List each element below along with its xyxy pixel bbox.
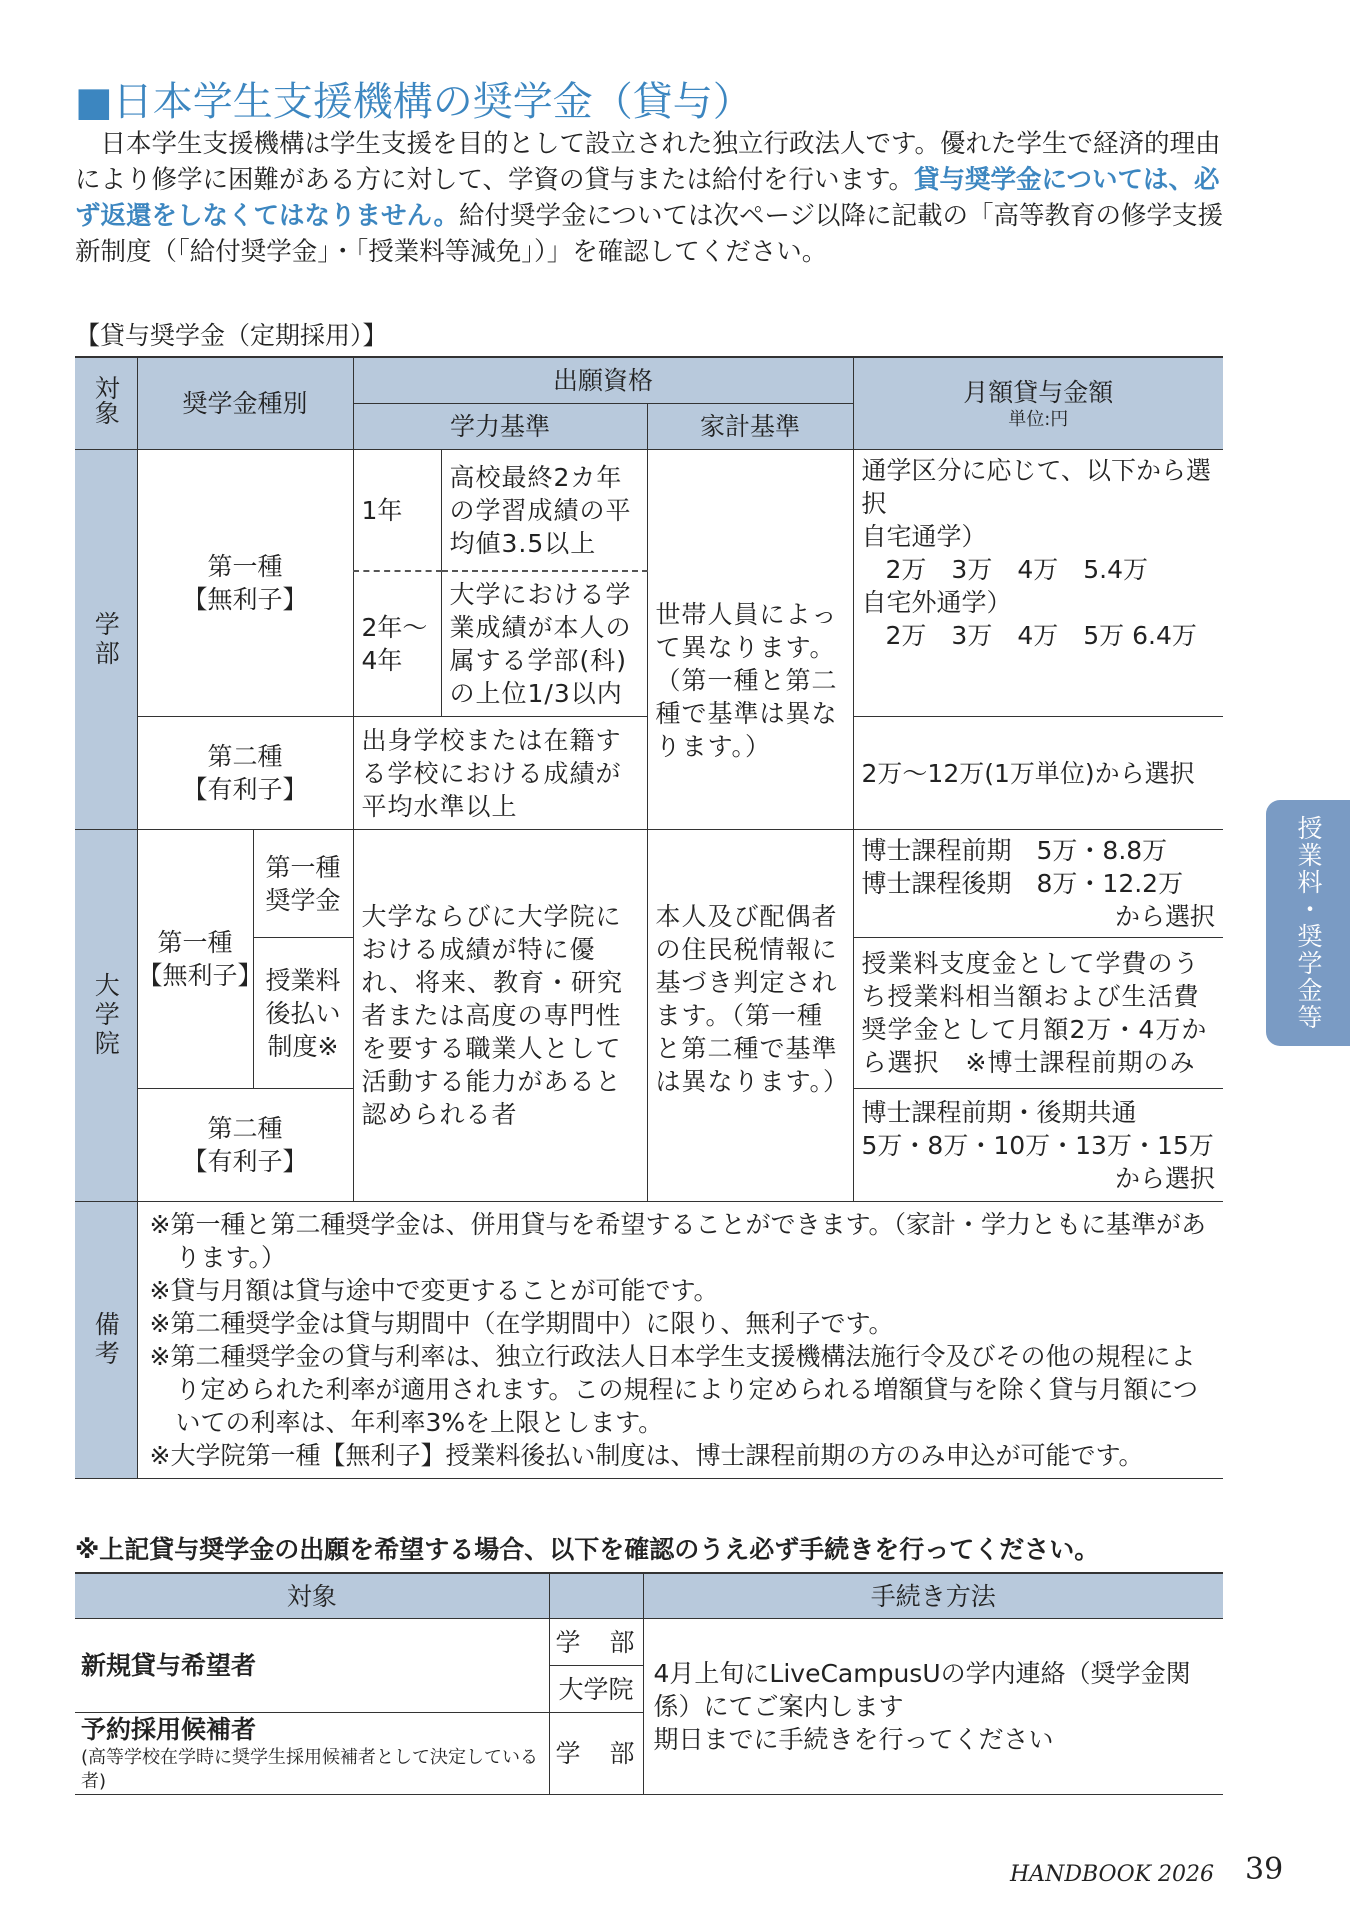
undergrad-year1-criteria: 高校最終2カ年の学習成績の平均値3.5以上 — [441, 450, 647, 572]
header-monthly: 月額貸与金額 単位:円 — [853, 357, 1223, 450]
grad-type2: 第二種 【有利子】 — [137, 1089, 353, 1202]
intro-text-1: 日本学生支援機構は学生支援を目的として設立された独立行政法人です。優れた学生で経済的理由により修学に困難がある方に対して、学資の貸与または給付を行います。 — [75, 129, 1221, 195]
target-grad: 大学院 — [75, 830, 137, 1202]
undergrad-year2: 2年～4年 — [353, 571, 441, 717]
undergrad-type2: 第二種 【有利子】 — [137, 717, 353, 830]
grad-type1: 第一種 【無利子】 — [137, 830, 253, 1089]
proc-row1-dept-a: 学 部 — [549, 1619, 643, 1666]
loan-scholarship-table — [75, 356, 1223, 1479]
procedure-warning: ※上記貸与奨学金の出願を希望する場合、以下を確認のうえ必ず手続きを行ってください。 — [75, 1535, 1100, 1564]
table-caption: 【貸与奨学金（定期採用）】 — [75, 321, 388, 350]
grad-amount-sub1: 博士課程前期 5万・8.8万 博士課程後期 8万・12.2万 から選択 — [853, 830, 1223, 938]
undergrad-household: 世帯人員によって異なります。（第一種と第二種で基準は異なります。） — [647, 450, 853, 830]
proc-row2-target: 予約採用候補者 (高等学校在学時に奨学生採用候補者として決定している者) — [75, 1713, 549, 1795]
proc-header-blank — [549, 1573, 643, 1619]
note-item: ※第二種奨学金は貸与期間中（在学期間中）に限り、無利子です。 — [149, 1309, 894, 1338]
undergrad-year2-criteria: 大学における学業成績が本人の属する学部(科)の上位1/3以内 — [441, 571, 647, 717]
undergrad-amount2: 2万～12万(1万単位)から選択 — [853, 717, 1223, 830]
page-number: 39 — [1245, 1852, 1284, 1887]
proc-header-target: 対象 — [75, 1573, 549, 1619]
intro-highlight: 貸与奨学金については、必ず返還をしなくてはなりません。 — [75, 165, 1220, 231]
header-unit: 単位:円 — [1008, 409, 1069, 430]
proc-row2-dept: 学 部 — [549, 1713, 643, 1795]
note-item: ※第二種奨学金の貸与利率は、独立行政法人日本学生支援機構法施行令及びその他の規程により定められた利率が適用されます。この規程により定められる増額貸与を除く貸与月額についての利率は、年利率3%を上限とします。 — [149, 1342, 1199, 1437]
header-academic: 学力基準 — [353, 404, 647, 450]
undergrad-year1: 1年 — [353, 450, 441, 572]
undergrad-type1: 第一種 【無利子】 — [137, 450, 353, 717]
note-item: ※大学院第一種【無利子】授業料後払い制度は、博士課程前期の方のみ申込が可能です。 — [149, 1441, 1144, 1470]
undergrad-amount1: 通学区分に応じて、以下から選択 自宅通学） 2万 3万 4万 5.4万 自宅外通学） 2万 3万 4万 5万 6.4万 — [853, 450, 1223, 717]
intro-text-2: 給付奨学金については次ページ以降に記載の「高等教育の修学支援新制度（「給付奨学金」・「授業料等減免」）」を確認してください。 — [75, 201, 1224, 267]
proc-row1-target: 新規貸与希望者 — [75, 1619, 549, 1713]
intro-paragraph — [75, 126, 1230, 270]
note-item: ※第一種と第二種奨学金は、併用貸与を希望することができます。（家計・学力ともに基準があります。） — [149, 1210, 1206, 1272]
proc-method: 4月上旬にLiveCampusUの学内連絡（奨学金関係）にてご案内します 期日までに手続きを行ってください — [643, 1619, 1223, 1795]
header-household: 家計基準 — [647, 404, 853, 450]
notes-label: 備考 — [75, 1202, 137, 1479]
grad-amount-type2: 博士課程前期・後期共通 5万・8万・10万・13万・15万 から選択 — [853, 1089, 1223, 1202]
note-item: ※貸与月額は貸与途中で変更することが可能です。 — [149, 1276, 719, 1305]
grad-academic: 大学ならびに大学院における成績が特に優れ、将来、教育・研究者または高度の専門性を要する職業人として活動する能力があると認められる者 — [353, 830, 647, 1202]
header-target: 対象 — [75, 357, 137, 450]
page-title: ■日本学生支援機構の奨学金（貸与） — [75, 79, 753, 125]
proc-row1-dept-b: 大学院 — [549, 1666, 643, 1713]
procedure-table — [75, 1572, 1223, 1795]
header-qualification: 出願資格 — [353, 357, 853, 404]
grad-sub1: 第一種 奨学金 — [253, 830, 353, 938]
footer-handbook: HANDBOOK 2026 — [1010, 1862, 1215, 1887]
target-undergrad: 学部 — [75, 450, 137, 830]
undergrad-type2-criteria: 出身学校または在籍する学校における成績が平均水準以上 — [353, 717, 647, 830]
side-tab[interactable]: 授業料・奨学金等 — [1266, 800, 1350, 1046]
proc-row2-note: (高等学校在学時に奨学生採用候補者として決定している者) — [81, 1747, 539, 1792]
notes-cell — [137, 1202, 1223, 1479]
grad-sub2: 授業料 後払い 制度※ — [253, 938, 353, 1089]
header-type: 奨学金種別 — [137, 357, 353, 450]
proc-header-method: 手続き方法 — [643, 1573, 1223, 1619]
grad-household: 本人及び配偶者の住民税情報に基づき判定されます。（第一種と第二種で基準は異なります。） — [647, 830, 853, 1202]
grad-amount-sub2: 授業料支度金として学費のうち授業料相当額および生活費奨学金として月額2万・4万から選択 ※博士課程前期のみ — [853, 938, 1223, 1089]
